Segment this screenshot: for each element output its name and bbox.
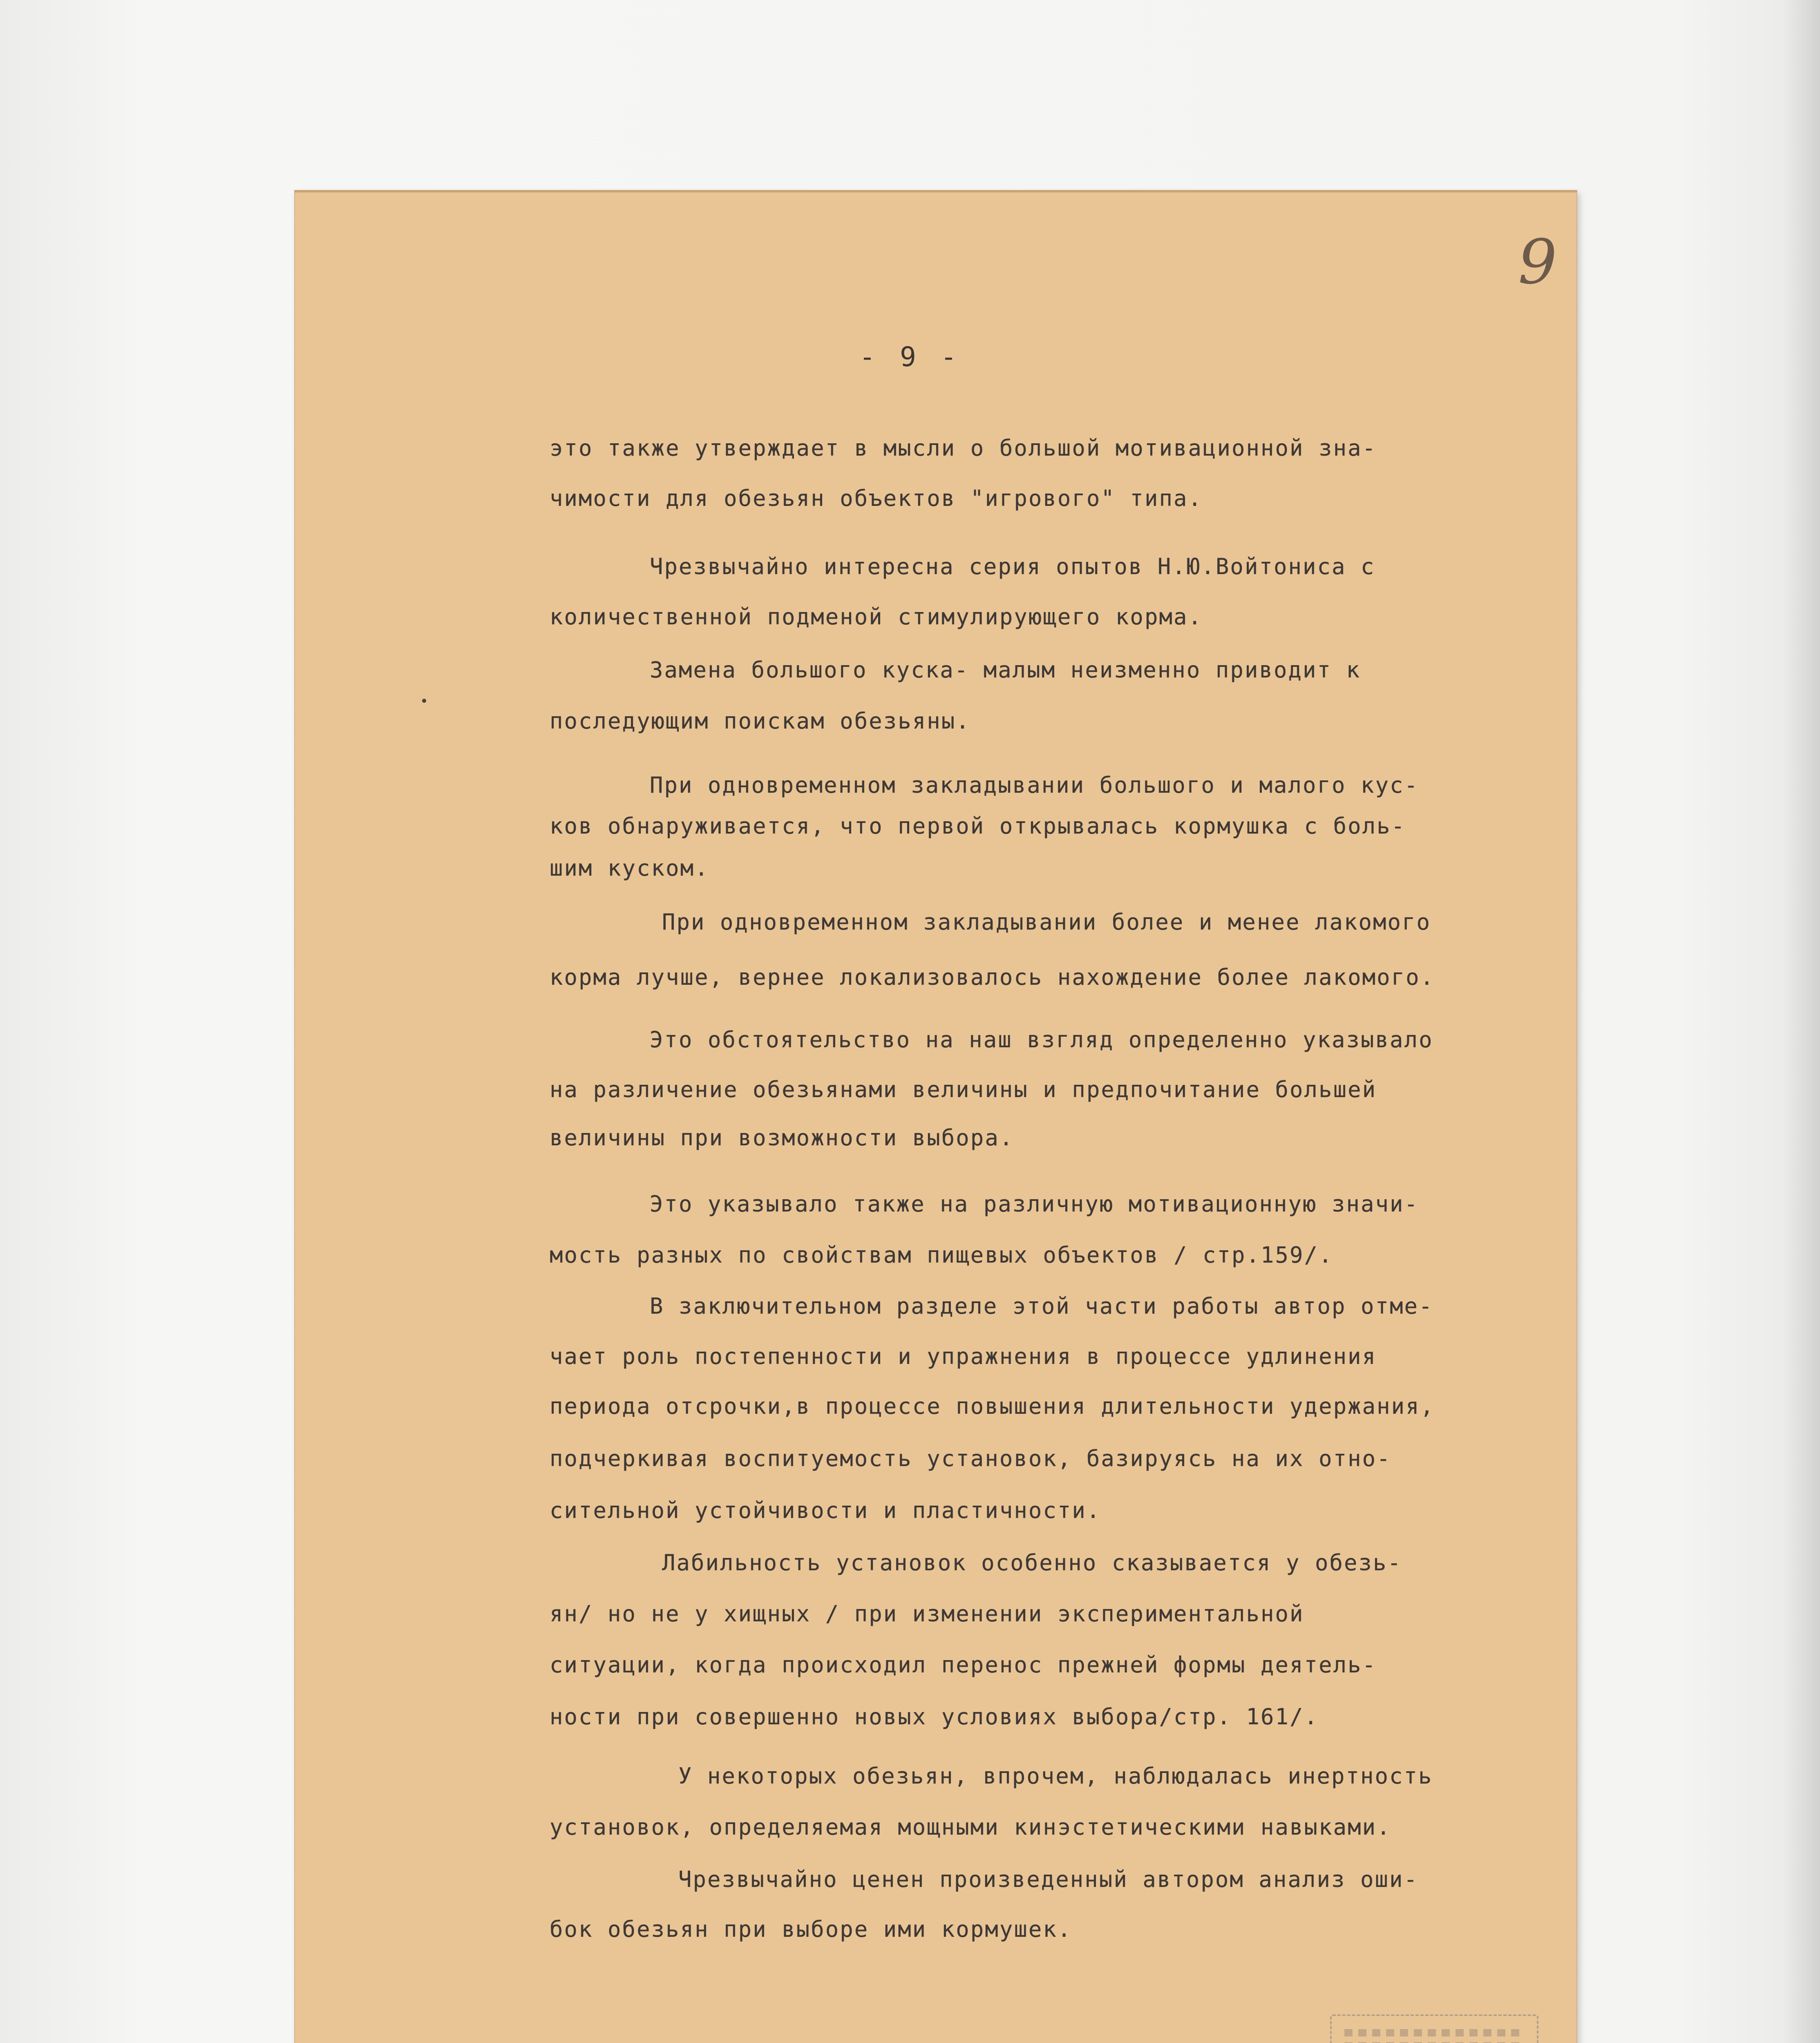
text-line: Лабильность установок особенно сказывается у обезь- bbox=[662, 1550, 1402, 1576]
text-line: ян/ но не у хищных / при изменении экспериментальной bbox=[550, 1601, 1304, 1627]
page-number: - 9 - bbox=[859, 341, 961, 373]
text-line: ситуации, когда происходил перенос прежней формы деятель- bbox=[550, 1652, 1377, 1678]
text-line: В заключительном разделе этой части работы автор отме- bbox=[650, 1293, 1433, 1319]
text-line: корма лучше, вернее локализовалось нахождение более лакомого. bbox=[550, 964, 1435, 990]
text-line: чает роль постепенности и упражнения в процессе удлинения bbox=[550, 1343, 1377, 1369]
text-line: величины при возможности выбора. bbox=[550, 1125, 1014, 1151]
text-line: шим куском. bbox=[550, 855, 709, 881]
text-line: чимости для обезьян объектов "игрового" типа. bbox=[550, 485, 1203, 511]
text-line: последующим поискам обезьяны. bbox=[550, 708, 970, 734]
text-line: сительной устойчивости и пластичности. bbox=[550, 1498, 1101, 1523]
ink-spot bbox=[422, 699, 426, 703]
text-line: ков обнаруживается, что первой открывалась кормушка с боль- bbox=[550, 813, 1406, 839]
text-line: бок обезьян при выборе ими кормушек. bbox=[550, 1916, 1072, 1942]
text-line: Замена большого куска- малым неизменно приводит к bbox=[650, 657, 1361, 683]
archive-stamp bbox=[1330, 2014, 1538, 2043]
text-line: Это указывало также на различную мотивационную значи- bbox=[650, 1191, 1419, 1217]
sheet-top-edge bbox=[294, 190, 1577, 192]
text-line: установок, определяемая мощными кинэстетическими навыками. bbox=[550, 1814, 1391, 1840]
text-line: Чрезвычайно ценен произведенный автором анализ оши- bbox=[678, 1866, 1419, 1892]
text-line: При одновременном закладывании более и менее лакомого bbox=[662, 909, 1431, 935]
text-line: количественной подменой стимулирующего корма. bbox=[550, 604, 1203, 630]
text-line: мость разных по свойствам пищевых объектов / стр.159/. bbox=[550, 1242, 1333, 1268]
text-line: подчеркивая воспитуемость установок, базируясь на их отно- bbox=[550, 1446, 1391, 1471]
text-line: на различение обезьянами величины и предпочитание большей bbox=[550, 1077, 1377, 1102]
archive-page-number: 9 bbox=[1518, 227, 1557, 298]
text-line: Это обстоятельство на наш взгляд определенно указывало bbox=[650, 1027, 1433, 1053]
stamp-faded-text bbox=[1344, 2029, 1524, 2036]
text-line: Чрезвычайно интересна серия опытов Н.Ю.Войтониса с bbox=[650, 554, 1375, 579]
text-line: У некоторых обезьян, впрочем, наблюдалась инертность bbox=[678, 1763, 1433, 1789]
text-line: это также утверждает в мысли о большой мотивационной зна- bbox=[550, 435, 1377, 461]
text-line: ности при совершенно новых условиях выбора/стр. 161/. bbox=[550, 1704, 1319, 1730]
text-line: При одновременном закладывании большого и малого кус- bbox=[650, 772, 1419, 798]
scan-edge-shadow bbox=[1783, 0, 1820, 2043]
text-line: периода отсрочки,в процессе повышения длительности удержания, bbox=[550, 1393, 1435, 1419]
